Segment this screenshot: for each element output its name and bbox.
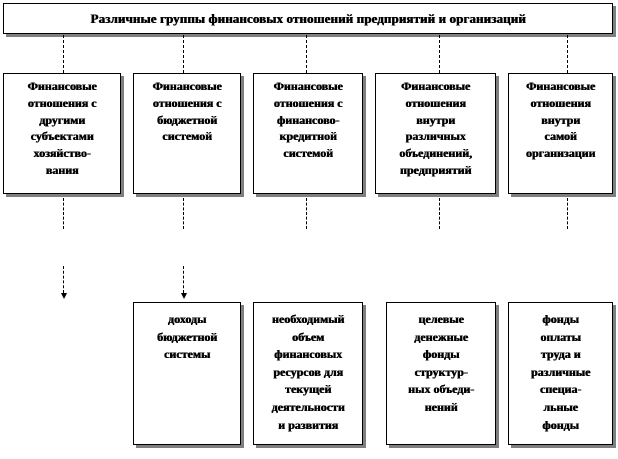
- group-box-other-entities: [3, 73, 121, 194]
- result-line: фонды: [542, 417, 579, 432]
- result-line: ресурсов для: [273, 364, 343, 379]
- group-line: системой: [162, 129, 212, 144]
- group-line: отношения с: [273, 95, 343, 110]
- result-line: финансовых: [274, 347, 342, 362]
- group-box-within-associations: [375, 73, 496, 194]
- result-line: целевые: [418, 312, 464, 326]
- arrow-head-group-2: [181, 293, 187, 299]
- connector-title-group-1: [63, 35, 64, 73]
- group-line: Финансовые: [273, 79, 343, 93]
- group-line: отношения с: [27, 95, 97, 110]
- connector-title-group-4: [439, 35, 440, 73]
- result-line: фонды: [422, 347, 460, 362]
- diagram-title: Различные группы финансовых отношений предприятий и организаций: [90, 10, 526, 26]
- result-box-labor-funds: [508, 302, 613, 445]
- group-line: Финансовые: [400, 79, 471, 93]
- arrow-head-group-1: [61, 293, 67, 299]
- group-line: кредитной: [279, 129, 337, 144]
- result-line: специа-: [539, 382, 582, 397]
- connector-title-group-2: [183, 35, 184, 73]
- diagram-title-box: [3, 3, 613, 34]
- result-line: денежные: [414, 329, 468, 344]
- result-line: системы: [163, 347, 211, 362]
- group-line: отношения с: [152, 95, 222, 110]
- group-line: организации: [525, 146, 596, 161]
- group-line: самой: [544, 129, 577, 144]
- group-line: различных: [405, 129, 466, 144]
- group-line: субъектами: [30, 129, 94, 144]
- result-line: структур-: [414, 364, 468, 379]
- result-line: текущей: [284, 382, 332, 397]
- connector-group-4-short: [439, 198, 440, 229]
- result-line: нений: [424, 399, 458, 414]
- group-line: Финансовые: [27, 79, 97, 93]
- result-line: ных объеди-: [407, 382, 475, 397]
- arrow-shaft-group-2: [183, 266, 184, 293]
- group-line: другими: [38, 112, 86, 127]
- result-box-budget-revenues: [133, 302, 241, 445]
- result-line: оплаты: [540, 329, 581, 344]
- group-line: Финансовые: [152, 79, 222, 93]
- group-line: внутри: [415, 112, 456, 127]
- group-line: объединений,: [399, 146, 472, 161]
- result-line: фонды: [542, 312, 579, 326]
- result-box-target-funds: [386, 302, 496, 445]
- group-line: системой: [283, 146, 333, 161]
- result-line: бюджетной: [156, 329, 218, 344]
- arrow-shaft-group-1: [63, 266, 64, 293]
- result-line: льные: [543, 399, 578, 414]
- result-box-required-resources: [253, 302, 363, 445]
- group-line: вания: [45, 162, 79, 177]
- group-line: финансово-: [276, 112, 340, 127]
- result-line: доходы: [167, 312, 207, 326]
- group-line: отношения: [530, 95, 591, 110]
- connector-group-5-short: [567, 198, 568, 229]
- group-box-within-organization: [508, 73, 613, 194]
- group-line: бюджетной: [156, 112, 218, 127]
- group-line: предприятий: [399, 162, 472, 177]
- group-box-budget-system: [133, 73, 241, 194]
- result-line: деятельности: [271, 399, 345, 414]
- group-line: отношения: [405, 95, 466, 110]
- group-box-finance-credit-system: [253, 73, 363, 194]
- result-line: и развития: [277, 417, 339, 432]
- result-line: различные: [530, 364, 591, 379]
- connector-group-3-short: [306, 198, 307, 229]
- connector-title-group-3: [306, 35, 307, 73]
- connector-title-group-5: [567, 35, 568, 73]
- result-line: необходимый: [271, 312, 345, 326]
- result-line: труда и: [540, 347, 581, 362]
- group-line: хозяйство-: [33, 146, 91, 161]
- group-line: внутри: [540, 112, 581, 127]
- connector-group-1-short: [63, 198, 64, 229]
- connector-group-2-short: [183, 198, 184, 229]
- group-line: Финансовые: [525, 79, 596, 93]
- result-line: объем: [291, 329, 325, 344]
